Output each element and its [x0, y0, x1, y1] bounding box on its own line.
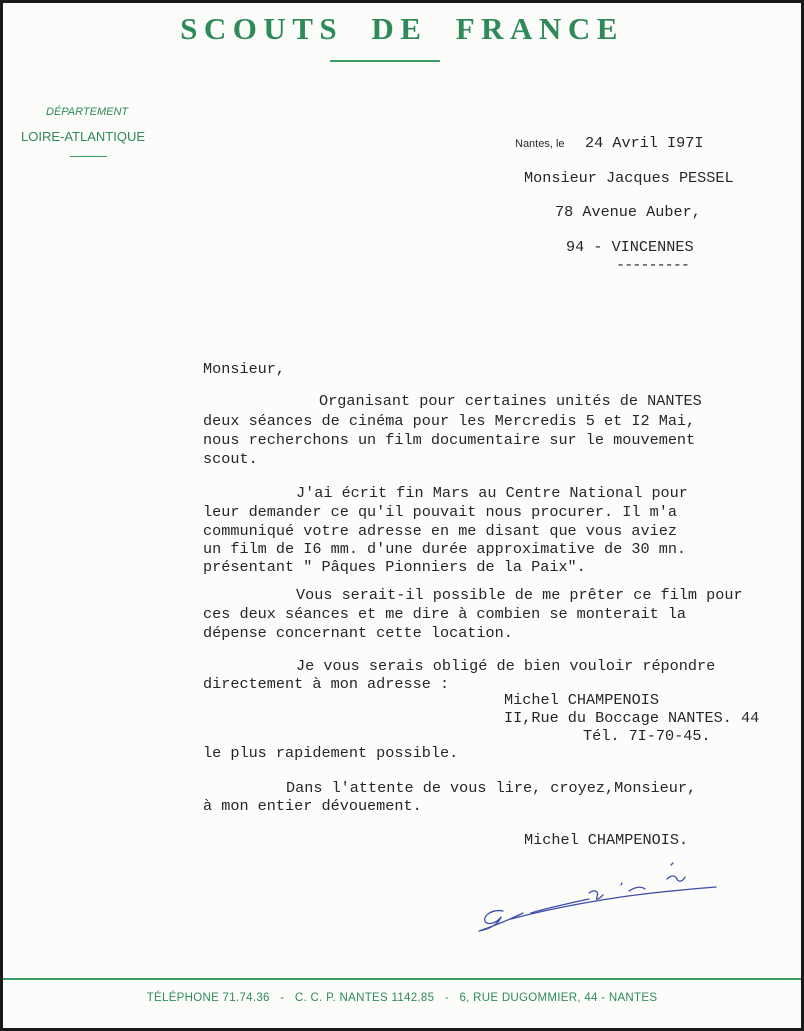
closing-line: Dans l'attente de vous lire, croyez,Monsieur, — [286, 779, 697, 797]
dateline-date: 24 Avril I97I — [585, 134, 704, 152]
paragraph-4-line: Je vous serais obligé de bien vouloir répondre — [296, 657, 716, 675]
paragraph-3-line: dépense concernant cette location. — [203, 624, 513, 642]
paragraph-1-line: Organisant pour certaines unités de NANTES — [319, 392, 702, 410]
sender-address-line: II,Rue du Boccage NANTES. 44 — [504, 709, 760, 727]
footer-contact — [3, 992, 801, 1004]
footer-ccp: C. C. P. NANTES 1142.85 — [294, 992, 435, 1004]
paragraph-1-line: deux séances de cinéma pour les Mercredis 5 et I2 Mai, — [203, 412, 696, 430]
footer-address: 6, RUE DUGOMMIER, 44 - NANTES — [459, 992, 658, 1004]
department-label: DÉPARTEMENT — [46, 106, 129, 118]
sender-address-line: Michel CHAMPENOIS — [504, 691, 659, 709]
paragraph-2-line: communiqué votre adresse en me disant que vous aviez — [203, 522, 677, 540]
recipient-name: Monsieur Jacques PESSEL — [524, 169, 734, 187]
letterhead-rule — [330, 60, 440, 62]
handwritten-signature — [471, 853, 731, 943]
department-rule — [70, 156, 107, 157]
organization-name: SCOUTS DE FRANCE — [180, 11, 624, 46]
recipient-city-underline: --------- — [616, 256, 690, 274]
paragraph-2-line: J'ai écrit fin Mars au Centre National pour — [296, 484, 688, 502]
after-address-line: le plus rapidement possible. — [203, 744, 459, 762]
paragraph-2-line: leur demander ce qu'il pouvait nous procurer. Il m'a — [203, 503, 677, 521]
recipient-street: 78 Avenue Auber, — [555, 203, 701, 221]
dateline-place: Nantes, le — [515, 138, 565, 150]
recipient-city: 94 - VINCENNES — [566, 238, 694, 256]
paragraph-1-line: nous recherchons un film documentaire sur le mouvement — [203, 431, 696, 449]
paragraph-3-line: Vous serait-il possible de me prêter ce film pour — [296, 586, 743, 604]
sender-address-line: Tél. 7I-70-45. — [583, 727, 711, 745]
paragraph-2-line: un film de I6 mm. d'une durée approximative de 30 mn. — [203, 540, 687, 558]
closing-line: à mon entier dévouement. — [203, 797, 422, 815]
department-name: LOIRE-ATLANTIQUE — [21, 129, 146, 144]
paragraph-3-line: ces deux séances et me dire à combien se monterait la — [203, 605, 687, 623]
salutation: Monsieur, — [203, 360, 286, 378]
footer-rule — [3, 978, 801, 980]
paragraph-2-line: présentant " Pâques Pionniers de la Paix". — [203, 558, 586, 576]
footer-telephone: TÉLÉPHONE 71.74.36 — [146, 992, 270, 1004]
typed-signature: Michel CHAMPENOIS. — [524, 831, 689, 849]
paragraph-1-line: scout. — [203, 450, 258, 468]
paragraph-4-line: directement à mon adresse : — [203, 675, 450, 693]
footer-separator: - — [444, 992, 449, 1004]
footer-separator: - — [280, 992, 285, 1004]
